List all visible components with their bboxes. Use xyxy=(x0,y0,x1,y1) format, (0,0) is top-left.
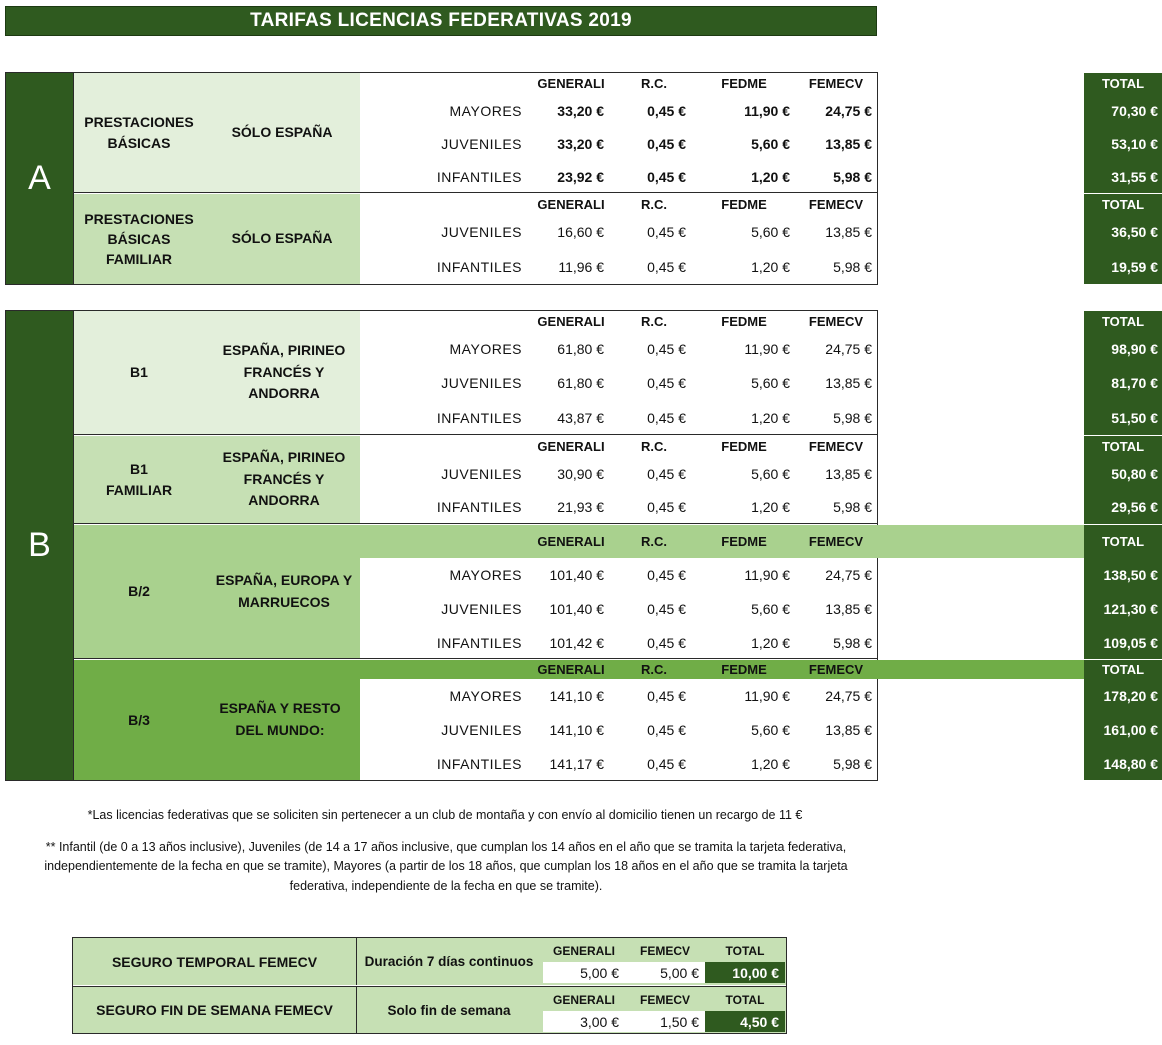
cell-fedme: 1,20 € xyxy=(751,169,790,185)
header-generali: GENERALI xyxy=(552,993,615,1007)
cell-rc: 0,45 € xyxy=(647,499,686,515)
table-row xyxy=(360,127,1158,161)
cell-femecv: 24,75 € xyxy=(825,102,872,119)
cell-fedme: 5,60 € xyxy=(751,465,790,482)
cell-rc: 0,45 € xyxy=(647,169,686,185)
header-generali: GENERALI xyxy=(537,197,605,212)
table-row xyxy=(360,366,1158,400)
section-scope: ESPAÑA, PIRINEO FRANCÉS Y ANDORRA xyxy=(222,448,346,509)
row-category: INFANTILES xyxy=(436,409,522,426)
cell-total: 81,70 € xyxy=(1084,366,1162,400)
cell-rc: 0,45 € xyxy=(647,634,686,651)
table-row xyxy=(360,457,1158,490)
table-row xyxy=(360,558,1158,592)
cell-rc: 0,45 € xyxy=(647,567,686,583)
table-row xyxy=(360,490,1158,524)
row-category: INFANTILES xyxy=(436,258,522,275)
seguro-name: SEGURO FIN DE SEMANA FEMECV xyxy=(73,987,357,1033)
seguro-description: Duración 7 días continuos xyxy=(364,954,534,969)
cell-fedme: 11,90 € xyxy=(744,567,790,583)
header-fedme: FEDME xyxy=(721,314,767,329)
cell-femecv: 5,00 € xyxy=(625,962,705,983)
table-row xyxy=(360,747,1158,780)
cell-total: 178,20 € xyxy=(1084,679,1162,713)
cell-femecv: 13,85 € xyxy=(825,465,872,482)
header-femecv: FEMECV xyxy=(808,76,864,91)
header-rc: R.C. xyxy=(641,197,667,212)
cell-generali: 141,10 € xyxy=(549,688,604,704)
block-b xyxy=(5,310,1158,781)
section-label: PRESTACIONES BÁSICAS FAMILIAR xyxy=(84,210,194,268)
section-b1 xyxy=(74,311,1158,435)
header-generali: GENERALI xyxy=(537,314,605,329)
section-scope: ESPAÑA Y RESTO DEL MUNDO: xyxy=(219,700,341,738)
cell-femecv: 13,85 € xyxy=(825,136,872,152)
footnote-age-categories: ** Infantil (de 0 a 13 años inclusive), Juveniles (de 14 a 17 años inclusive, que cumplan los 14 años en el año que se tramita la tarjeta federativa, independientemente de la fecha en que se tramite), Mayores (a partir de los 18 años, que cumplan los 18 años en el año que se tramita la tarjeta federativa, independiente de la fecha en que se tramite). xyxy=(44,840,848,893)
cell-rc: 0,45 € xyxy=(647,102,686,119)
table-row xyxy=(360,332,1158,366)
header-generali: GENERALI xyxy=(552,944,615,958)
block-b-letter: B xyxy=(6,311,74,780)
cell-total: 19,59 € xyxy=(1084,249,1162,284)
table-header xyxy=(360,660,1145,679)
table-header xyxy=(360,436,1145,457)
cell-femecv: 13,85 € xyxy=(825,375,872,391)
block-a xyxy=(5,72,1158,285)
section-scope: ESPAÑA, PIRINEO FRANCÉS Y ANDORRA xyxy=(222,341,346,402)
header-total: TOTAL xyxy=(1084,436,1162,457)
cell-femecv: 24,75 € xyxy=(825,567,872,583)
cell-fedme: 1,20 € xyxy=(751,634,790,651)
header-generali: GENERALI xyxy=(537,76,605,91)
cell-total: 50,80 € xyxy=(1084,457,1162,490)
cell-total: 4,50 € xyxy=(705,1011,785,1032)
cell-total: 10,00 € xyxy=(705,962,785,983)
cell-total: 51,50 € xyxy=(1084,400,1162,435)
header-rc: R.C. xyxy=(641,534,667,549)
row-category: JUVENILES xyxy=(441,465,522,482)
row-category: JUVENILES xyxy=(441,375,522,391)
cell-rc: 0,45 € xyxy=(647,688,686,704)
cell-total: 161,00 € xyxy=(1084,713,1162,747)
table-row xyxy=(360,94,1158,127)
cell-generali: 11,96 € xyxy=(558,258,604,275)
cell-rc: 0,45 € xyxy=(647,375,686,391)
cell-fedme: 5,60 € xyxy=(751,136,790,152)
cell-fedme: 1,20 € xyxy=(751,499,790,515)
header-fedme: FEDME xyxy=(721,534,767,549)
table-row xyxy=(360,679,1158,713)
row-category: JUVENILES xyxy=(441,136,522,152)
section-scope: SÓLO ESPAÑA xyxy=(231,230,333,247)
cell-rc: 0,45 € xyxy=(647,409,686,426)
cell-generali: 16,60 € xyxy=(557,224,604,240)
header-total: TOTAL xyxy=(1084,73,1162,94)
table-row xyxy=(360,592,1158,626)
cell-rc: 0,45 € xyxy=(647,601,686,617)
row-category: MAYORES xyxy=(449,567,522,583)
cell-generali: 141,10 € xyxy=(549,722,604,738)
cell-femecv: 5,98 € xyxy=(833,755,872,772)
header-femecv: FEMECV xyxy=(808,314,864,329)
cell-total: 36,50 € xyxy=(1084,215,1162,249)
row-category: MAYORES xyxy=(449,102,522,119)
section-basicas xyxy=(74,73,1158,193)
header-femecv: FEMECV xyxy=(639,944,690,958)
header-fedme: FEDME xyxy=(721,197,767,212)
section-label: B1 xyxy=(130,364,148,381)
cell-rc: 0,45 € xyxy=(647,258,686,275)
table-header xyxy=(360,194,1145,215)
section-b1-familiar xyxy=(74,436,1158,524)
table-row xyxy=(360,161,1158,193)
header-femecv: FEMECV xyxy=(639,993,690,1007)
seguro-description: Solo fin de semana xyxy=(387,1002,511,1018)
footnote-surcharge: *Las licencias federativas que se soliciten sin pertenecer a un club de montaña y con envío al domicilio tienen un recargo de 11 € xyxy=(87,808,803,822)
header-generali: GENERALI xyxy=(537,534,605,549)
header-total: TOTAL xyxy=(1084,311,1162,332)
seguro-temporal-row xyxy=(73,938,786,985)
cell-generali: 3,00 € xyxy=(543,1011,625,1032)
cell-generali: 101,40 € xyxy=(549,601,604,617)
cell-generali: 61,80 € xyxy=(557,375,604,391)
header-femecv: FEMECV xyxy=(808,439,864,454)
table-header xyxy=(360,73,1145,94)
header-rc: R.C. xyxy=(641,314,667,329)
table-header xyxy=(360,311,1145,332)
cell-fedme: 11,90 € xyxy=(744,688,790,704)
cell-generali: 21,93 € xyxy=(557,499,604,515)
header-rc: R.C. xyxy=(641,439,667,454)
cell-fedme: 5,60 € xyxy=(751,601,790,617)
row-category: MAYORES xyxy=(449,688,522,704)
header-femecv: FEMECV xyxy=(808,534,864,549)
cell-femecv: 5,98 € xyxy=(833,169,872,185)
section-b3 xyxy=(74,660,1158,780)
cell-rc: 0,45 € xyxy=(647,224,686,240)
header-fedme: FEDME xyxy=(721,76,767,91)
header-generali: GENERALI xyxy=(537,439,605,454)
header-total: TOTAL xyxy=(725,993,765,1007)
cell-femecv: 5,98 € xyxy=(833,499,872,515)
cell-total: 109,05 € xyxy=(1084,626,1162,659)
cell-femecv: 5,98 € xyxy=(833,258,872,275)
cell-generali: 43,87 € xyxy=(557,409,604,426)
seguros-table xyxy=(72,937,787,1034)
cell-femecv: 5,98 € xyxy=(833,634,872,651)
block-a-letter: A xyxy=(6,73,74,284)
header-fedme: FEDME xyxy=(721,439,767,454)
header-rc: R.C. xyxy=(641,76,667,91)
table-row xyxy=(360,713,1158,747)
cell-generali: 141,17 € xyxy=(549,755,604,772)
header-rc: R.C. xyxy=(641,662,667,677)
cell-fedme: 5,60 € xyxy=(751,722,790,738)
header-total: TOTAL xyxy=(1084,660,1162,679)
cell-femecv: 13,85 € xyxy=(825,224,872,240)
cell-generali: 33,20 € xyxy=(557,102,604,119)
header-total: TOTAL xyxy=(1084,194,1162,215)
cell-total: 148,80 € xyxy=(1084,747,1162,780)
cell-generali: 101,40 € xyxy=(549,567,604,583)
cell-rc: 0,45 € xyxy=(647,136,686,152)
cell-total: 31,55 € xyxy=(1084,161,1162,193)
row-category: INFANTILES xyxy=(436,499,522,515)
cell-fedme: 1,20 € xyxy=(751,755,790,772)
table-row xyxy=(360,400,1158,435)
cell-femecv: 13,85 € xyxy=(825,722,872,738)
cell-total: 138,50 € xyxy=(1084,558,1162,592)
cell-fedme: 11,90 € xyxy=(744,341,790,357)
row-category: INFANTILES xyxy=(436,169,522,185)
header-fedme: FEDME xyxy=(721,662,767,677)
cell-total: 121,30 € xyxy=(1084,592,1162,626)
cell-generali: 30,90 € xyxy=(557,465,604,482)
cell-total: 98,90 € xyxy=(1084,332,1162,366)
cell-rc: 0,45 € xyxy=(647,465,686,482)
cell-generali: 23,92 € xyxy=(557,169,604,185)
cell-femecv: 1,50 € xyxy=(625,1011,705,1032)
cell-generali: 33,20 € xyxy=(557,136,604,152)
cell-fedme: 5,60 € xyxy=(751,224,790,240)
seguro-fin-semana-row xyxy=(73,986,786,1033)
cell-fedme: 1,20 € xyxy=(751,258,790,275)
section-label: PRESTACIONES BÁSICAS xyxy=(84,114,194,151)
section-label: B1 FAMILIAR xyxy=(105,461,173,498)
cell-total: 29,56 € xyxy=(1084,490,1162,524)
cell-fedme: 1,20 € xyxy=(751,409,790,426)
section-scope: ESPAÑA, EUROPA Y MARRUECOS xyxy=(215,571,353,610)
cell-femecv: 13,85 € xyxy=(825,601,872,617)
cell-femecv: 24,75 € xyxy=(825,688,872,704)
section-scope: SÓLO ESPAÑA xyxy=(231,123,333,140)
section-label: B/3 xyxy=(128,711,150,728)
table-row xyxy=(360,215,1158,249)
cell-femecv: 5,98 € xyxy=(833,409,872,426)
row-category: JUVENILES xyxy=(441,601,522,617)
header-femecv: FEMECV xyxy=(808,197,864,212)
seguro-name: SEGURO TEMPORAL FEMECV xyxy=(73,938,357,985)
cell-rc: 0,45 € xyxy=(647,341,686,357)
cell-rc: 0,45 € xyxy=(647,755,686,772)
table-header xyxy=(360,525,1145,558)
cell-rc: 0,45 € xyxy=(647,722,686,738)
section-b2 xyxy=(74,525,1158,659)
header-femecv: FEMECV xyxy=(808,662,864,677)
header-total: TOTAL xyxy=(725,944,765,958)
row-category: INFANTILES xyxy=(436,634,522,651)
page-title: TARIFAS LICENCIAS FEDERATIVAS 2019 xyxy=(5,6,877,36)
row-category: JUVENILES xyxy=(441,224,522,240)
cell-generali: 5,00 € xyxy=(543,962,625,983)
table-row xyxy=(360,249,1158,284)
cell-total: 53,10 € xyxy=(1084,127,1162,161)
row-category: INFANTILES xyxy=(436,755,522,772)
cell-femecv: 24,75 € xyxy=(825,341,872,357)
cell-fedme: 11,90 € xyxy=(744,102,790,119)
table-row xyxy=(360,626,1158,659)
cell-fedme: 5,60 € xyxy=(751,375,790,391)
section-basicas-familiar xyxy=(74,194,1158,284)
row-category: MAYORES xyxy=(449,341,522,357)
header-generali: GENERALI xyxy=(537,662,605,677)
cell-generali: 101,42 € xyxy=(549,634,604,651)
row-category: JUVENILES xyxy=(441,722,522,738)
section-label: B/2 xyxy=(128,583,150,600)
header-total: TOTAL xyxy=(1084,525,1162,558)
cell-total: 70,30 € xyxy=(1084,94,1162,127)
cell-generali: 61,80 € xyxy=(557,341,604,357)
